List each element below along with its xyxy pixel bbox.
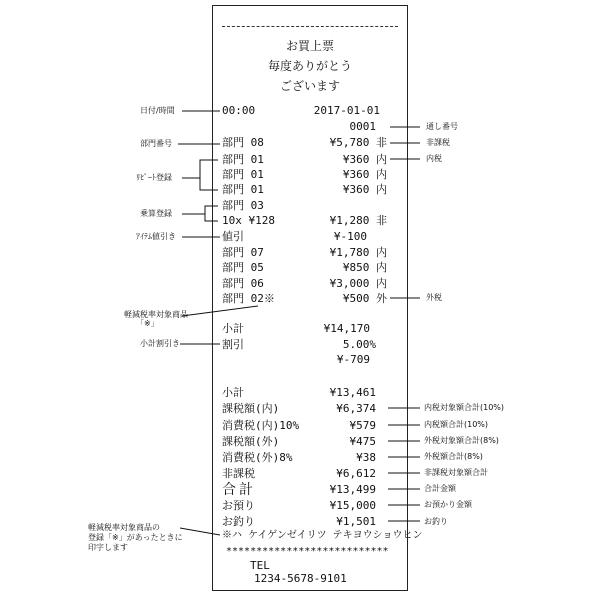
label-inctax: 内税 <box>426 154 442 163</box>
subtotal-label: 小計 <box>222 322 244 335</box>
tel-number: 1234-5678-9101 <box>254 572 347 585</box>
discount-amount: ¥-709 <box>336 353 370 366</box>
subtotal-value: ¥14,170 <box>323 322 370 335</box>
total-label: 小計 <box>222 386 244 399</box>
label-subtotal-discount: 小計割引き <box>140 339 180 348</box>
row-left: 値引 <box>222 230 244 243</box>
total-value: ¥15,000 <box>329 499 376 512</box>
row-left: 部門 01 <box>222 183 264 196</box>
row-left: 部門 02※ <box>222 292 275 305</box>
total-label: 消費税(外)8% <box>222 451 293 464</box>
label-deposit: お預かり金額 <box>424 500 472 509</box>
total-label: 消費税(内)10% <box>222 419 300 432</box>
row-right: ¥5,780 非 <box>329 136 387 149</box>
discount-label: 割引 <box>222 338 244 351</box>
label-reduced-item-2: 「※」 <box>136 319 159 328</box>
receipt-date: 2017-01-01 <box>313 104 380 117</box>
row-left: 部門 01 <box>222 153 264 166</box>
row-left: 部門 08 <box>222 136 264 149</box>
leader-repeat-bracket <box>200 160 218 190</box>
label-dept-no: 部門番号 <box>140 139 172 148</box>
row-right: ¥360 内 <box>342 168 387 181</box>
total-value: ¥475 <box>349 435 376 448</box>
total-value: ¥579 <box>349 419 376 432</box>
leader-multiply-bracket <box>205 206 218 221</box>
label-inc-taxable-total: 内税対象額合計(10%) <box>424 403 505 412</box>
label-serial: 通し番号 <box>426 122 458 131</box>
row-left: 部門 07 <box>222 246 264 259</box>
label-item-discount: ｱｲﾃﾑ値引き <box>136 232 176 241</box>
row-right: ¥360 内 <box>342 183 387 196</box>
row-left: 部門 05 <box>222 261 264 274</box>
grand-total-label: 合計 <box>222 482 256 498</box>
row-right: ¥1,280 非 <box>329 214 387 227</box>
reduced-tax-note: ※ハ ケイゲンゼイリツ テキヨウショウヒン <box>222 530 423 541</box>
label-nontax: 非課税 <box>426 138 450 147</box>
receipt-time: 00:00 <box>222 104 256 117</box>
row-right: ¥360 内 <box>342 153 387 166</box>
total-label: お預り <box>222 499 255 512</box>
label-exttax: 外税 <box>426 293 442 302</box>
row-right: ¥850 内 <box>342 261 387 274</box>
label-grand-total: 合計金額 <box>424 484 456 493</box>
receipt-thanks-line1: 毎度ありがとう <box>267 59 352 73</box>
total-label: 課税額(外) <box>222 435 280 448</box>
label-nontax-total: 非課税対象額合計 <box>424 468 488 477</box>
label-reduced-item-1: 軽減税率対象商品 <box>124 310 188 319</box>
label-note-3: 印字します <box>88 543 128 552</box>
total-value: ¥6,612 <box>336 467 376 480</box>
total-value: ¥1,501 <box>336 515 376 528</box>
row-left: 部門 01 <box>222 168 264 181</box>
row-left: 部門 06 <box>222 277 264 290</box>
label-note-2: 登録「※」があったときに <box>88 533 183 542</box>
receipt-title: お買上票 <box>285 39 334 53</box>
leader-reduced-item <box>182 306 258 316</box>
row-right: ¥3,000 内 <box>329 277 387 290</box>
receipt-serial: 0001 <box>349 120 376 133</box>
label-multiply: 乗算登録 <box>140 209 172 218</box>
total-value: ¥38 <box>356 451 376 464</box>
total-value: ¥13,461 <box>329 386 376 399</box>
star-divider: *************************** <box>226 546 389 557</box>
label-note-1: 軽減税率対象商品の <box>88 523 160 532</box>
grand-total-value: ¥13,499 <box>329 483 376 496</box>
total-label: 非課税 <box>222 467 255 480</box>
tel-label: TEL <box>250 559 270 572</box>
row-right: ¥-100 <box>333 230 367 243</box>
leader-note <box>180 528 220 535</box>
label-ext-tax-total: 外税額合計(8%) <box>424 452 483 461</box>
label-datetime: 日付/時間 <box>140 106 175 115</box>
total-value: ¥6,374 <box>336 402 376 415</box>
total-label: 課税額(内) <box>222 402 280 415</box>
discount-rate: 5.00% <box>342 338 376 351</box>
label-inc-tax-total: 内税額合計(10%) <box>424 420 489 429</box>
row-right: ¥1,780 内 <box>329 246 387 259</box>
label-change: お釣り <box>424 517 448 526</box>
total-label: お釣り <box>222 515 255 528</box>
label-ext-taxable-total: 外税対象額合計(8%) <box>424 436 499 445</box>
label-repeat: ﾘﾋﾟｰﾄ登録 <box>136 173 172 182</box>
receipt-thanks-line2: ございます <box>279 79 340 93</box>
row-right: ¥500 外 <box>342 292 387 305</box>
row-left: 10x ¥128 <box>222 214 275 227</box>
row-left: 部門 03 <box>222 199 264 212</box>
